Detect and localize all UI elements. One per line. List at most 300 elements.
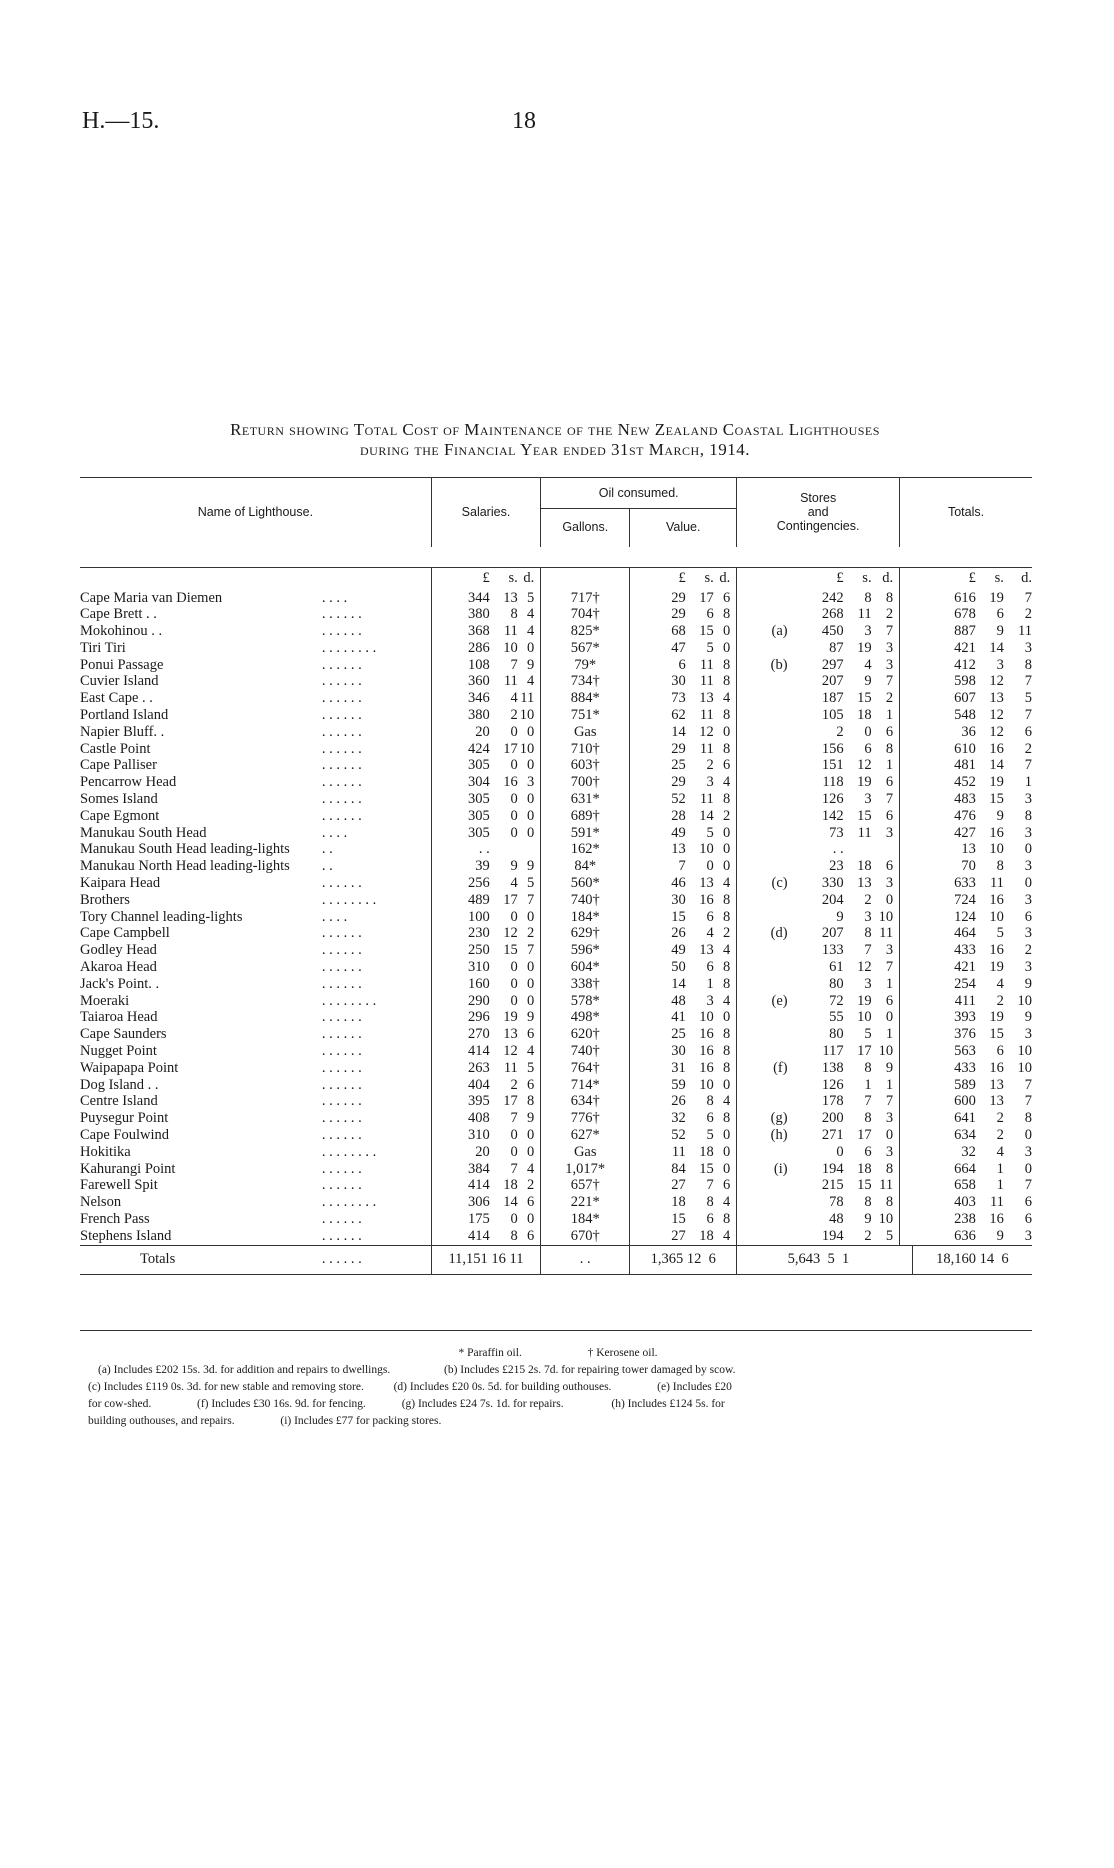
total-shillings: 16 (989, 824, 1004, 841)
stores-pence: 2 (885, 690, 894, 707)
table-row (80, 1009, 1032, 1026)
total-pence: 8 (1024, 656, 1032, 673)
oil-value-pence: 6 (722, 589, 731, 606)
salary-pence: 0 (526, 992, 535, 1009)
oil-value-shillings: 15 (699, 1160, 714, 1177)
footnote-h: (h) Includes £124 5s. for (611, 1398, 725, 1410)
stores-shillings: 9 (864, 1210, 872, 1227)
stores-shillings: 9 (864, 673, 872, 690)
stores-line3: Contingencies. (776, 518, 860, 533)
lighthouse-name: French Pass (80, 1210, 150, 1227)
table-row (80, 1177, 1032, 1194)
oil-value-shillings: 6 (706, 1110, 714, 1127)
oil-value-pounds: 26 (630, 925, 686, 942)
salary-shillings: 0 (510, 975, 518, 992)
stores-pounds: 178 (821, 1093, 844, 1110)
table-row (80, 1211, 1032, 1228)
oil-value-pence: 2 (722, 807, 731, 824)
total-pounds: 483 (954, 791, 976, 808)
total-pounds: 641 (954, 1110, 976, 1127)
table-row (80, 892, 1032, 909)
total-pence: 11 (1018, 623, 1032, 640)
total-pounds: 403 (954, 1194, 976, 1211)
salary-pounds: 305 (431, 791, 490, 808)
stores-pence: 2 (885, 606, 894, 623)
oil-value-pounds: 7 (630, 858, 686, 875)
table-row (80, 757, 1032, 774)
footnote-h-cont: building outhouses, and repairs. (88, 1415, 235, 1427)
stores-shillings: 18 (857, 1160, 872, 1177)
salary-pence: 5 (526, 1059, 535, 1076)
salary-shillings: 0 (510, 992, 518, 1009)
oil-gallons: 162* (541, 841, 630, 858)
oil-gallons: 221* (541, 1194, 630, 1211)
stores-shillings: 17 (857, 1127, 872, 1143)
oil-value-shillings: 11 (699, 656, 714, 673)
lighthouse-name: Farewell Spit (80, 1177, 158, 1194)
total-pence: 3 (1024, 639, 1032, 656)
stores-shillings: 15 (857, 690, 872, 707)
stores-shillings: 17 (857, 1043, 872, 1060)
oil-gallons: 704† (541, 606, 630, 623)
oil-value-pounds: 15 (630, 909, 686, 926)
stores-pounds: 204 (821, 891, 844, 908)
leader-dots: . . (321, 841, 333, 858)
oil-value-shillings: 6 (706, 606, 714, 623)
oil-value-shillings: 5 (706, 639, 714, 656)
oil-value-shillings: 10 (699, 1076, 714, 1093)
salary-pounds: 344 (431, 590, 490, 607)
salary-pence: 2 (526, 925, 535, 942)
oil-value-shillings: 5 (706, 824, 714, 841)
lighthouse-name: Akaroa Head (80, 959, 157, 976)
stores-note-ref (749, 741, 787, 758)
oil-value-pounds: 73 (630, 690, 686, 707)
table-row (80, 841, 1032, 858)
oil-gallons: 634† (541, 1093, 630, 1110)
lighthouse-name: Cape Egmont (80, 807, 160, 824)
stores-shillings: 4 (864, 656, 872, 673)
oil-value-shillings: 6 (706, 1210, 714, 1227)
total-shillings: 19 (989, 959, 1004, 976)
oil-value-pence: 8 (722, 656, 731, 673)
oil-value-shillings: 1 (706, 975, 714, 992)
stores-shillings: 15 (857, 1177, 872, 1194)
salary-pounds: 100 (431, 909, 490, 926)
total-shillings: 16 (989, 740, 1004, 757)
stores-pence: 1 (885, 707, 894, 724)
total-pence: 2 (1024, 942, 1032, 959)
stores-shillings: 11 (857, 606, 872, 623)
salary-pounds: 306 (431, 1194, 490, 1211)
leader-dots: . . . . . . (321, 1009, 362, 1026)
stores-shillings: 3 (864, 975, 872, 992)
stores-pence: 3 (885, 824, 894, 841)
oil-value-pence: 0 (722, 1009, 731, 1026)
total-shillings: 6 (996, 606, 1004, 623)
oil-gallons: Gas (541, 724, 630, 741)
salary-pence: 7 (526, 891, 535, 908)
col-header-gallons: Gallons. (541, 509, 630, 547)
salary-pence: 6 (526, 1026, 535, 1043)
salary-shillings: 0 (510, 908, 518, 925)
stores-pence (872, 841, 900, 858)
stores-note-ref (749, 606, 787, 623)
stores-pounds: 330 (821, 875, 844, 892)
stores-shillings: 11 (857, 824, 872, 841)
stores-pounds: 271 (821, 1127, 844, 1143)
stores-pence: 1 (885, 757, 894, 774)
salary-pence: 4 (526, 1160, 535, 1177)
stores-note-ref (749, 707, 787, 724)
total-pence: 3 (1024, 824, 1032, 841)
oil-value-pence: 0 (722, 1143, 731, 1160)
lighthouse-name: Manukau South Head leading-lights (80, 841, 290, 858)
lighthouse-name: Centre Island (80, 1093, 158, 1110)
salary-pounds: 395 (431, 1093, 490, 1110)
oil-value-shillings: 18 (699, 1227, 714, 1244)
stores-shillings: 6 (864, 1143, 872, 1160)
total-shillings: 9 (996, 807, 1004, 824)
salary-pounds: 263 (431, 1060, 490, 1077)
oil-value-shillings: 12 (699, 723, 714, 740)
table-row (80, 858, 1032, 875)
salary-pounds: 20 (431, 1144, 490, 1161)
leader-dots: . . . . . . (321, 740, 362, 757)
stores-pence: 1 (885, 1026, 894, 1043)
stores-pounds: 73 (829, 824, 844, 841)
total-shillings: 2 (996, 1110, 1004, 1127)
oil-gallons: 751* (541, 707, 630, 724)
table-row (80, 741, 1032, 758)
total-pounds: 476 (954, 807, 976, 824)
salary-shillings: 0 (510, 757, 518, 774)
leader-dots: . . . . . . (321, 606, 362, 623)
stores-pounds: 194 (821, 1227, 844, 1244)
stores-pence: 6 (885, 992, 894, 1009)
footnote-i: (i) Includes £77 for packing stores. (280, 1415, 442, 1427)
lighthouse-name: Manukau North Head leading-lights (80, 858, 290, 875)
stores-pence: 7 (885, 623, 894, 640)
oil-value-pounds: 11 (630, 1144, 686, 1161)
total-pence: 7 (1024, 707, 1032, 724)
totals-total: 18,160 14 6 (912, 1245, 1032, 1274)
stores-pence: 9 (885, 1059, 894, 1076)
table-row (80, 1043, 1032, 1060)
stores-note-ref: (a) (771, 623, 788, 640)
total-pounds: 664 (954, 1160, 976, 1177)
salary-shillings: 0 (510, 807, 518, 824)
salary-pence: 8 (526, 1093, 535, 1110)
oil-gallons: 700† (541, 774, 630, 791)
oil-value-pence: 8 (722, 1059, 731, 1076)
oil-value-shillings: 6 (706, 959, 714, 976)
oil-value-shillings: 3 (706, 992, 714, 1009)
oil-value-pence: 4 (722, 774, 731, 791)
leader-dots: . . . . . . (321, 723, 362, 740)
stores-note-ref (749, 892, 787, 909)
salary-shillings: 7 (510, 1160, 518, 1177)
salary-shillings: 0 (510, 824, 518, 841)
total-pence: 9 (1024, 975, 1032, 992)
oil-value-pence: 0 (722, 824, 731, 841)
total-pounds: 412 (954, 656, 976, 673)
lighthouse-name: Somes Island (80, 791, 158, 808)
leader-dots: . . . . . . (321, 1026, 362, 1043)
salary-pence: 0 (526, 1143, 535, 1160)
salary-shillings: 0 (510, 959, 518, 976)
oil-value-pence: 8 (722, 791, 731, 808)
stores-pounds: 61 (829, 959, 844, 976)
leader-dots: . . . . . . (321, 959, 362, 976)
oil-gallons: 578* (541, 993, 630, 1010)
total-shillings: 15 (989, 1026, 1004, 1043)
oil-value-pounds: 31 (630, 1060, 686, 1077)
stores-pounds: 215 (821, 1177, 844, 1194)
salary-pence: 6 (526, 1194, 535, 1211)
leader-dots: . . . . . . (321, 774, 362, 791)
total-pence: 3 (1024, 925, 1032, 942)
leader-dots: . . . . (321, 589, 348, 606)
salary-pounds: 108 (431, 657, 490, 674)
total-pounds: 607 (954, 690, 976, 707)
salary-shillings: 4 (510, 875, 518, 892)
total-pounds: 724 (954, 891, 976, 908)
table-subtitle: during the Financial Year ended 31st March, 1914. (360, 440, 750, 459)
stores-pounds: 87 (829, 639, 844, 656)
oil-value-shillings: 16 (699, 1059, 714, 1076)
oil-value-shillings: 7 (706, 1177, 714, 1194)
total-shillings: 8 (996, 858, 1004, 875)
stores-pounds: . . (832, 841, 844, 858)
salary-pounds: 310 (431, 959, 490, 976)
total-pounds: 433 (954, 1059, 976, 1076)
total-pounds: 658 (954, 1177, 976, 1194)
footnote-c: (c) Includes £119 0s. 3d. for new stable and removing store. (88, 1381, 364, 1393)
unit-pence: d. (882, 570, 894, 587)
stores-note-ref (749, 724, 787, 741)
stores-note-ref: (e) (771, 992, 788, 1009)
table-row (80, 825, 1032, 842)
stores-shillings: 3 (864, 623, 872, 640)
stores-note-ref: (b) (770, 656, 788, 673)
total-pence: 10 (1017, 1059, 1032, 1076)
oil-value-pounds: 50 (630, 959, 686, 976)
oil-value-pence: 8 (722, 975, 731, 992)
stores-pence: 11 (879, 925, 894, 942)
table-row (80, 1093, 1032, 1110)
stores-pence: 7 (885, 673, 894, 690)
oil-value-pence: 8 (722, 740, 731, 757)
stores-pounds: 142 (821, 807, 844, 824)
unit-pound: £ (836, 570, 844, 587)
salary-shillings: 0 (510, 1210, 518, 1227)
table-row (80, 1026, 1032, 1043)
total-shillings: 4 (996, 1143, 1004, 1160)
total-shillings: 19 (989, 1009, 1004, 1026)
oil-gallons: 714* (541, 1077, 630, 1094)
unit-shilling: s. (704, 570, 714, 587)
total-shillings: 9 (996, 623, 1004, 640)
total-pence: 0 (1024, 875, 1032, 892)
lighthouse-name: Godley Head (80, 942, 157, 959)
unit-pence: d. (523, 570, 535, 587)
salary-pence: 9 (526, 1110, 535, 1127)
salary-pounds: 270 (431, 1026, 490, 1043)
stores-pounds: 80 (829, 975, 844, 992)
table-row (80, 875, 1032, 892)
oil-value-pence: 0 (722, 623, 731, 640)
leader-dots: . . . . . . . . (321, 639, 377, 656)
stores-note-ref (749, 1077, 787, 1094)
leader-dots: . . . . . . . . (321, 1143, 377, 1160)
salary-pounds: 296 (431, 1009, 490, 1026)
salary-shillings: 2 (510, 707, 518, 724)
oil-value-shillings: 2 (706, 757, 714, 774)
oil-value-pence: 4 (722, 992, 731, 1009)
oil-value-pence: 0 (722, 639, 731, 656)
stores-shillings: 18 (857, 858, 872, 875)
stores-shillings: 3 (864, 908, 872, 925)
salary-shillings: 17 (503, 1093, 518, 1110)
unit-pence: d. (719, 570, 731, 587)
salary-pence: 7 (526, 942, 535, 959)
total-shillings: 15 (989, 791, 1004, 808)
salary-shillings: 14 (503, 1194, 518, 1211)
leader-dots: . . . . . . (321, 1093, 362, 1110)
stores-pence: 7 (885, 1093, 894, 1110)
total-pence: 7 (1024, 589, 1032, 606)
oil-value-pence: 8 (722, 673, 731, 690)
total-shillings: 19 (989, 774, 1004, 791)
leader-dots: . . . . . . (321, 942, 362, 959)
stores-shillings: 18 (857, 707, 872, 724)
salary-pounds: 20 (431, 724, 490, 741)
stores-pounds: 0 (836, 1143, 844, 1160)
salary-shillings: 19 (503, 1009, 518, 1026)
oil-value-shillings: 15 (699, 623, 714, 640)
total-shillings: 16 (989, 891, 1004, 908)
lighthouse-name: Jack's Point. . (80, 975, 160, 992)
stores-shillings: 0 (864, 723, 872, 740)
currency-units-row (80, 567, 1032, 590)
salary-pence: 0 (526, 791, 535, 808)
oil-value-pounds: 25 (630, 1026, 686, 1043)
salary-pence: 10 (519, 707, 535, 724)
total-pence: 2 (1024, 740, 1032, 757)
totals-row (80, 1245, 1032, 1274)
stores-note-ref: (f) (773, 1059, 788, 1076)
table-row (80, 774, 1032, 791)
lighthouse-name: Cape Campbell (80, 925, 170, 942)
oil-value-shillings: 13 (699, 875, 714, 892)
oil-value-pounds: 13 (630, 841, 686, 858)
oil-value-pounds: 29 (630, 590, 686, 607)
oil-gallons: 689† (541, 808, 630, 825)
stores-shillings: 7 (864, 1093, 872, 1110)
salary-shillings: 17 (503, 891, 518, 908)
oil-value-pence: 0 (722, 841, 731, 858)
total-pounds: 887 (954, 623, 976, 640)
salary-shillings: 0 (510, 791, 518, 808)
salary-pence: 6 (526, 1227, 535, 1244)
total-pounds: 452 (954, 774, 976, 791)
col-header-oil: Oil consumed. (541, 478, 737, 509)
salary-shillings: 2 (510, 1076, 518, 1093)
total-pounds: 589 (954, 1076, 976, 1093)
salary-pounds: 380 (431, 707, 490, 724)
total-pounds: 636 (954, 1227, 976, 1244)
stores-shillings: 1 (864, 1076, 872, 1093)
stores-shillings: 5 (864, 1026, 872, 1043)
total-pence: 10 (1017, 992, 1032, 1009)
table-row (80, 993, 1032, 1010)
salary-pence: 0 (526, 1127, 535, 1143)
stores-note-ref (749, 1177, 787, 1194)
salary-pence: 0 (526, 908, 535, 925)
salary-pence: 4 (526, 606, 535, 623)
total-pence: 10 (1017, 1043, 1032, 1060)
salary-pence: 5 (526, 875, 535, 892)
leader-dots: . . . . . . (321, 1160, 362, 1177)
salary-shillings: 8 (510, 1227, 518, 1244)
oil-gallons: 776† (541, 1110, 630, 1127)
oil-gallons: 596* (541, 942, 630, 959)
stores-note-ref (749, 1009, 787, 1026)
leader-dots: . . . . . . (321, 875, 362, 892)
salary-shillings: 12 (503, 1043, 518, 1060)
stores-pence: 3 (885, 1143, 894, 1160)
leader-dots: . . . . . . (321, 975, 362, 992)
stores-pence: 0 (885, 891, 894, 908)
salary-shillings: 0 (510, 1127, 518, 1143)
total-pence: 7 (1024, 757, 1032, 774)
oil-value-shillings: 8 (706, 1093, 714, 1110)
total-pence: 8 (1024, 1110, 1032, 1127)
table-row (80, 1194, 1032, 1211)
oil-value-pounds: 14 (630, 976, 686, 993)
stores-pence: 1 (885, 1076, 894, 1093)
oil-value-pounds: 29 (630, 741, 686, 758)
lighthouse-name: East Cape . . (80, 690, 153, 707)
leader-dots: . . . . . . (321, 925, 362, 942)
stores-shillings: 13 (857, 875, 872, 892)
oil-gallons: 884* (541, 690, 630, 707)
lighthouse-name: Kaipara Head (80, 875, 161, 892)
footnote-line-2 (88, 1379, 1028, 1396)
lighthouse-name: Cape Palliser (80, 757, 157, 774)
lighthouse-cost-table (80, 477, 1032, 1275)
lighthouse-name: Waipapapa Point (80, 1059, 179, 1076)
salary-pence: 9 (526, 1009, 535, 1026)
total-pence: 0 (1024, 841, 1032, 858)
stores-shillings: 15 (857, 807, 872, 824)
oil-value-pounds: 30 (630, 673, 686, 690)
salary-pounds: 384 (431, 1161, 490, 1178)
table-row (80, 606, 1032, 623)
salary-pounds: 310 (431, 1127, 490, 1144)
oil-value-pounds: 25 (630, 757, 686, 774)
stores-note-ref (749, 841, 787, 858)
salary-shillings: 11 (503, 1059, 518, 1076)
salary-shillings: 11 (503, 623, 518, 640)
stores-pence: 3 (885, 942, 894, 959)
salary-pounds: 404 (431, 1077, 490, 1094)
salary-pounds: 489 (431, 892, 490, 909)
leader-dots: . . . . . . (321, 1177, 362, 1194)
stores-pounds: 78 (829, 1194, 844, 1211)
stores-pounds: 207 (821, 673, 844, 690)
